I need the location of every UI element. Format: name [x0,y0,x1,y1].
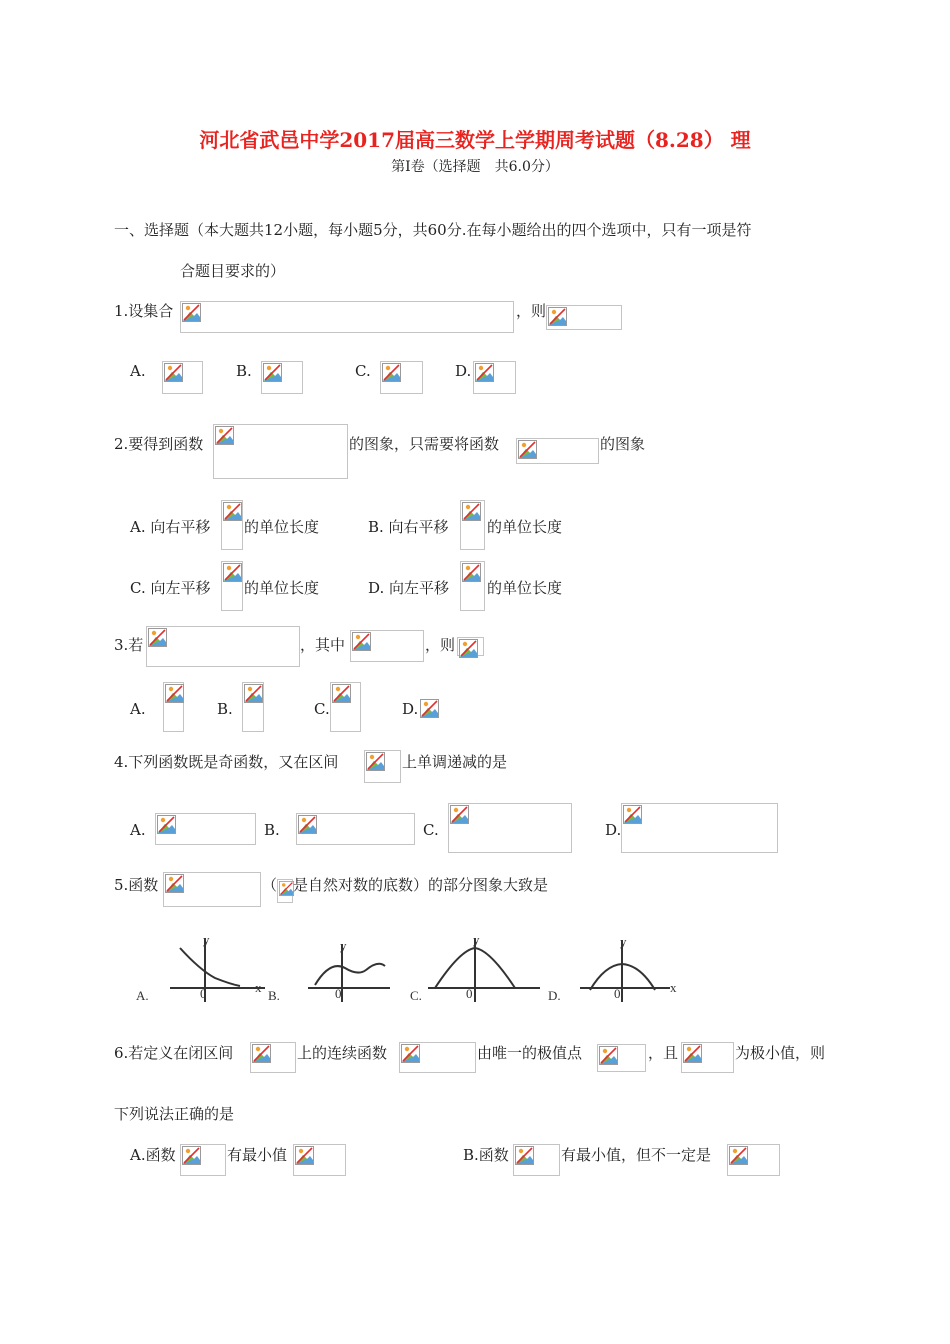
q6-mid3: ，且 [648,1044,679,1062]
broken-image-icon [223,502,242,521]
q2-option-d-unit: 的单位长度 [487,579,563,597]
q5-paren-open: （ [262,876,278,894]
q2-option-a-image [221,500,243,550]
broken-image-icon [683,1044,702,1063]
broken-image-icon [599,1046,618,1065]
q6-option-a-label: A.函数 [130,1146,176,1164]
section-heading-line2: 合题目要求的） [180,262,286,280]
q5-graph-c-yaxis: y [473,932,480,947]
q3-option-d-label: D. [402,700,419,718]
q3-option-b-image [242,682,264,732]
broken-image-icon [279,881,294,896]
q3-stem: 3.若 [114,636,144,654]
q5-graph-b-origin: 0 [335,986,342,1001]
q5-graph-a-label: A. [136,988,149,1003]
q2-mid: 的图象，只需要将函数 [349,435,500,453]
q2-option-b-unit: 的单位长度 [487,518,563,536]
broken-image-icon [244,684,263,703]
q6-line2: 下列说法正确的是 [114,1105,235,1123]
broken-image-icon [548,307,567,326]
q2-option-d-label: D. 向左平移 [368,579,450,597]
broken-image-icon [459,639,478,658]
q6-formula-image-point [597,1044,646,1072]
page-subtitle: 第Ⅰ卷（选择题 共6.0分） [391,159,559,175]
broken-image-icon [352,632,371,651]
broken-image-icon [182,1146,201,1165]
q3-formula-image-3 [457,637,484,656]
broken-image-icon [462,502,481,521]
broken-image-icon [475,363,494,382]
broken-image-icon [518,440,537,459]
broken-image-icon [182,303,201,322]
q5-graph-c-origin: 0 [466,986,473,1001]
q1-formula-image-2 [546,305,622,330]
q3-formula-image [146,626,300,667]
q2-option-c-image [221,561,243,611]
broken-image-icon [623,805,642,824]
q5-graph-d-origin: 0 [614,986,621,1001]
broken-image-icon [332,684,351,703]
section-heading-line1: 一、选择题（本大题共12小题，每小题5分，共60分.在每小题给出的四个选项中，只有一项是符 [114,221,752,239]
broken-image-icon [165,684,184,703]
q4-formula-image [364,750,401,783]
q6-option-a-image-2 [293,1144,346,1176]
broken-image-icon [450,805,469,824]
q2-option-b-image [460,500,485,550]
q6-option-b-label: B.函数 [463,1146,509,1164]
broken-image-icon [401,1044,420,1063]
broken-image-icon [366,752,385,771]
q5-formula-image [163,872,261,907]
q5-mid: 是自然对数的底数）的部分图象大致是 [293,876,549,894]
broken-image-icon [263,363,282,382]
q5-graph-b-yaxis: y [340,938,347,953]
broken-image-icon [215,426,234,445]
q5-graph-b-label: B. [268,988,280,1003]
q6-stem: 6.若定义在闭区间 [114,1044,234,1062]
q1-mid: ，则 [516,302,547,320]
q6-formula-image-function [399,1042,476,1073]
broken-image-icon [295,1146,314,1165]
q1-option-c-label: C. [355,362,371,380]
broken-image-icon [382,363,401,382]
broken-image-icon [420,699,439,718]
q4-stem: 4.下列函数既是奇函数，又在区间 [114,753,339,771]
q4-option-c-image [448,803,572,853]
q1-option-b-image [261,361,303,394]
q5-graphs-image [130,930,710,1010]
q1-formula-image [180,301,514,333]
q4-option-d-image [621,803,778,853]
q2-formula-image-2 [516,438,599,464]
q6-formula-image-interval [250,1042,296,1073]
q5-graph-d-label: D. [548,988,561,1003]
q6-end: 为极小值，则 [735,1044,826,1062]
q4-option-a-image [155,813,256,845]
q4-option-b-image [296,813,415,845]
q5-graph-d-yaxis: y [620,934,627,949]
q5-graph-a-xaxis: x [255,980,262,995]
q1-option-b-label: B. [236,362,252,380]
q5-stem: 5.函数 [114,876,159,894]
q2-option-a-unit: 的单位长度 [244,518,320,536]
q4-option-a-label: A. [130,821,146,839]
broken-image-icon [515,1146,534,1165]
q3-option-b-label: B. [217,700,233,718]
broken-image-icon [164,363,183,382]
q3-option-c-label: C. [314,700,330,718]
q4-option-d-label: D. [605,821,622,839]
q3-formula-image-2 [350,630,424,662]
broken-image-icon [252,1044,271,1063]
q1-option-d-label: D. [455,362,472,380]
q3-option-a-label: A. [130,700,146,718]
q4-option-c-label: C. [423,821,439,839]
q5-graph-c-label: C. [410,988,422,1003]
q4-option-b-label: B. [264,821,280,839]
q3-mid2: ，则 [425,636,456,654]
q5-graph-d-xaxis: x [670,980,677,995]
q5-graph-a-origin: 0 [200,986,207,1001]
q3-option-a-image [163,682,184,732]
broken-image-icon [729,1146,748,1165]
broken-image-icon [165,874,184,893]
q6-formula-image-value [681,1042,734,1073]
q1-stem: 1.设集合 [114,302,174,320]
q2-option-d-image [460,561,485,611]
q1-option-a-label: A. [130,362,146,380]
broken-image-icon [148,628,167,647]
q6-mid2: 由唯一的极值点 [477,1044,583,1062]
q3-option-d-image [419,698,438,717]
q6-option-b-mid: 有最小值，但不一定是 [561,1146,712,1164]
q6-option-b-image-1 [513,1144,560,1176]
q3-mid: ，其中 [300,636,346,654]
q6-option-a-mid: 有最小值 [227,1146,288,1164]
page-title: 河北省武邑中学2017届高三数学上学期周考试题（8.28） 理 [199,128,751,152]
broken-image-icon [462,563,481,582]
q4-end: 上单调递减的是 [402,753,508,771]
q2-option-a-label: A. 向右平移 [130,518,211,536]
q6-option-a-image-1 [180,1144,226,1176]
q6-mid1: 上的连续函数 [297,1044,388,1062]
q6-option-b-image-2 [727,1144,780,1176]
q2-end: 的图象 [600,435,646,453]
q3-option-c-image [330,682,361,732]
q1-option-a-image [162,361,203,394]
broken-image-icon [157,815,176,834]
q2-option-c-label: C. 向左平移 [130,579,211,597]
q2-option-b-label: B. 向右平移 [368,518,449,536]
broken-image-icon [223,563,242,582]
q2-option-c-unit: 的单位长度 [244,579,320,597]
q1-option-c-image [380,361,423,394]
q5-formula-image-e [277,879,293,903]
q5-graph-a-yaxis: y [203,932,210,947]
q2-stem: 2.要得到函数 [114,435,204,453]
q2-formula-image [213,424,348,479]
q1-option-d-image [473,361,516,394]
broken-image-icon [298,815,317,834]
